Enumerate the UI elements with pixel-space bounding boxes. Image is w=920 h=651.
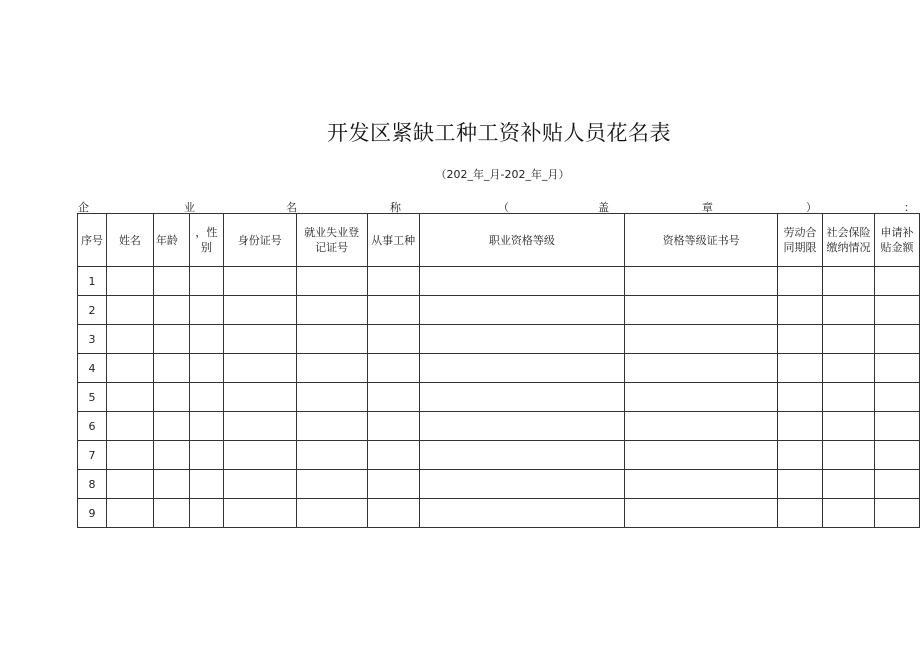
table-row (78, 325, 920, 354)
table-cell (189, 267, 223, 296)
table-cell (625, 296, 778, 325)
table-cell (625, 383, 778, 412)
table-cell (223, 441, 296, 470)
table-cell (823, 499, 875, 528)
header-age: 年龄 (153, 214, 189, 267)
table-cell (223, 325, 296, 354)
row-number: 8 (78, 470, 107, 499)
table-cell (823, 412, 875, 441)
table-cell (296, 441, 367, 470)
table-cell (367, 383, 419, 412)
header-social-insurance: 社会保险缴纳情况 (823, 214, 875, 267)
table-cell (778, 499, 823, 528)
header-certificate-number: 资格等级证书号 (625, 214, 778, 267)
company-label-char: 章 (702, 201, 713, 214)
table-cell (823, 296, 875, 325)
table-row (78, 470, 920, 499)
table-header-row (78, 214, 920, 267)
table-cell (874, 354, 919, 383)
table-cell (153, 354, 189, 383)
table-cell (223, 354, 296, 383)
table-cell (153, 499, 189, 528)
table-cell (153, 267, 189, 296)
company-label-char: ） (806, 201, 817, 214)
table-cell (296, 296, 367, 325)
company-label-char: 称 (390, 201, 401, 214)
table-cell (106, 412, 153, 441)
table-cell (778, 383, 823, 412)
table-cell (823, 383, 875, 412)
table-cell (419, 325, 625, 354)
table-cell (367, 412, 419, 441)
table-cell (296, 354, 367, 383)
table-cell (419, 383, 625, 412)
header-id-number: 身份证号 (223, 214, 296, 267)
table-cell (223, 412, 296, 441)
table-cell (419, 441, 625, 470)
table-cell (296, 325, 367, 354)
table-cell (778, 441, 823, 470)
table-cell (106, 296, 153, 325)
header-name: 姓名 (106, 214, 153, 267)
table-cell (874, 470, 919, 499)
table-cell (296, 383, 367, 412)
table-cell (874, 325, 919, 354)
row-number: 6 (78, 412, 107, 441)
table-cell (189, 412, 223, 441)
table-cell (625, 470, 778, 499)
table-cell (296, 470, 367, 499)
table-cell (367, 325, 419, 354)
table-cell (223, 383, 296, 412)
table-cell (106, 267, 153, 296)
table-cell (778, 267, 823, 296)
table-cell (419, 267, 625, 296)
table-cell (625, 441, 778, 470)
table-row (78, 383, 920, 412)
table-row (78, 267, 920, 296)
header-job-type: 从事工种 (367, 214, 419, 267)
table-cell (823, 441, 875, 470)
table-cell (153, 470, 189, 499)
company-label-char: ： (904, 201, 915, 214)
table-cell (189, 470, 223, 499)
row-number: 4 (78, 354, 107, 383)
table-cell (823, 470, 875, 499)
table-cell (153, 325, 189, 354)
table-cell (189, 499, 223, 528)
table-row (78, 412, 920, 441)
company-label-char: 企 (78, 201, 89, 214)
header-gender: ，性别 (189, 214, 223, 267)
table-cell (106, 441, 153, 470)
table-cell (625, 499, 778, 528)
row-number: 7 (78, 441, 107, 470)
table-cell (778, 412, 823, 441)
table-cell (106, 499, 153, 528)
table-cell (625, 325, 778, 354)
company-label-char: 盖 (598, 201, 609, 214)
table-row (78, 296, 920, 325)
company-name-line (78, 199, 916, 213)
table-cell (823, 325, 875, 354)
table-cell (823, 267, 875, 296)
header-subsidy-amount: 申请补贴金额 (874, 214, 919, 267)
table-cell (367, 470, 419, 499)
page-title: 开发区紧缺工种工资补贴人员花名表 (327, 121, 671, 145)
table-cell (823, 354, 875, 383)
table-cell (106, 325, 153, 354)
table-cell (874, 296, 919, 325)
table-cell (106, 470, 153, 499)
table-cell (874, 441, 919, 470)
table-cell (778, 354, 823, 383)
roster-table (77, 213, 920, 528)
table-cell (223, 267, 296, 296)
table-cell (778, 470, 823, 499)
table-cell (874, 499, 919, 528)
table-cell (778, 296, 823, 325)
table-cell (367, 296, 419, 325)
table-cell (189, 383, 223, 412)
header-seq: 序号 (78, 214, 107, 267)
table-cell (153, 412, 189, 441)
table-cell (367, 267, 419, 296)
table-cell (153, 383, 189, 412)
table-cell (223, 470, 296, 499)
company-label-char: 业 (184, 201, 195, 214)
table-cell (419, 354, 625, 383)
row-number: 3 (78, 325, 107, 354)
table-cell (296, 499, 367, 528)
table-cell (223, 499, 296, 528)
table-cell (874, 383, 919, 412)
table-cell (189, 441, 223, 470)
company-label-char: 名 (286, 201, 297, 214)
table-cell (778, 325, 823, 354)
table-cell (367, 354, 419, 383)
table-cell (296, 412, 367, 441)
row-number: 1 (78, 267, 107, 296)
table-cell (625, 412, 778, 441)
header-contract-term: 劳动合同期限 (778, 214, 823, 267)
row-number: 9 (78, 499, 107, 528)
table-cell (367, 499, 419, 528)
table-cell (625, 354, 778, 383)
table-cell (625, 267, 778, 296)
table-cell (296, 267, 367, 296)
table-row (78, 354, 920, 383)
row-number: 5 (78, 383, 107, 412)
table-cell (223, 296, 296, 325)
period-range: （202_年_月-202_年_月） (435, 168, 570, 181)
table-cell (367, 441, 419, 470)
table-row (78, 441, 920, 470)
table-cell (874, 412, 919, 441)
table-cell (153, 441, 189, 470)
company-label-char: （ (498, 201, 509, 214)
header-employment-cert: 就业失业登记证号 (296, 214, 367, 267)
row-number: 2 (78, 296, 107, 325)
header-qualification-level: 职业资格等级 (419, 214, 625, 267)
table-cell (189, 325, 223, 354)
table-cell (419, 296, 625, 325)
table-cell (419, 470, 625, 499)
table-cell (419, 412, 625, 441)
table-cell (419, 499, 625, 528)
table-cell (153, 296, 189, 325)
table-cell (874, 267, 919, 296)
table-cell (189, 296, 223, 325)
table-cell (106, 383, 153, 412)
table-cell (106, 354, 153, 383)
table-cell (189, 354, 223, 383)
table-row (78, 499, 920, 528)
